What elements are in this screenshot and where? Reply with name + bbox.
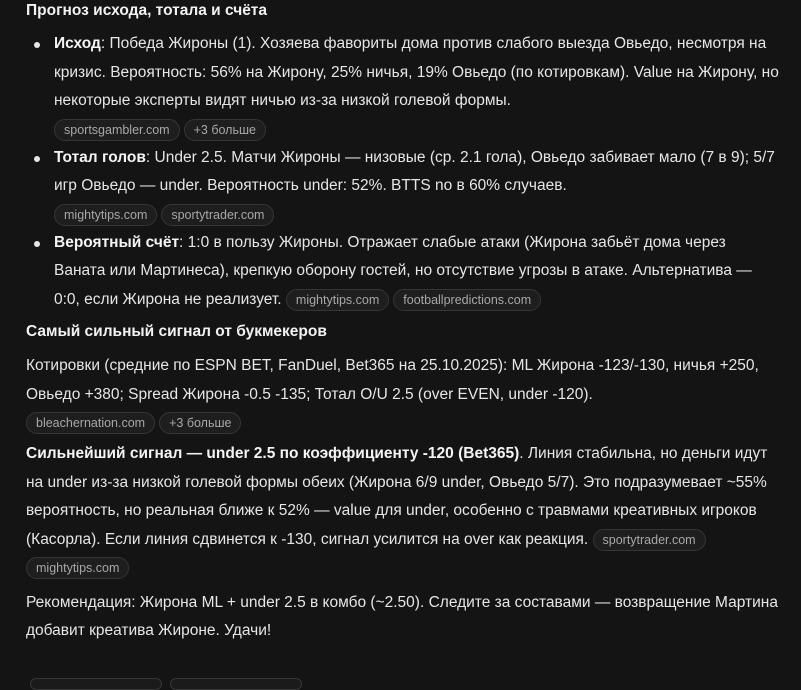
forecast-list bbox=[26, 30, 781, 314]
partial-chip[interactable] bbox=[170, 678, 302, 690]
source-chip[interactable]: sportytrader.com bbox=[161, 204, 274, 226]
partial-chip-row bbox=[30, 678, 302, 690]
source-chip[interactable]: sportsgambler.com bbox=[54, 119, 180, 141]
bullet-icon bbox=[34, 156, 40, 162]
section-heading-forecast: Прогноз исхода, тотала и счёта bbox=[26, 2, 268, 19]
source-chips bbox=[26, 412, 781, 434]
source-chips bbox=[54, 119, 781, 141]
more-sources-chip[interactable]: +3 больше bbox=[184, 119, 266, 141]
odds-paragraph bbox=[26, 352, 781, 434]
source-chips bbox=[286, 291, 545, 308]
source-chip[interactable]: mightytips.com bbox=[286, 289, 389, 311]
item-text: : Under 2.5. Матчи Жироны — низовые (ср. 2.1 гола), Овьедо забивает мало (7 в 9); 5/7 игр Овьедо — under. Вероятность under: 52%. BTTS no в 60% случаев. bbox=[54, 148, 775, 195]
source-chip[interactable]: sportytrader.com bbox=[593, 529, 706, 551]
signal-bold-text: Сильнейший сигнал — under 2.5 по коэффициенту -120 (Bet365) bbox=[26, 445, 520, 463]
list-item-outcome bbox=[26, 30, 781, 141]
partial-chip[interactable] bbox=[30, 678, 162, 690]
item-label: Исход bbox=[54, 35, 101, 52]
item-label: Вероятный счёт bbox=[54, 233, 180, 251]
source-chips bbox=[54, 204, 781, 226]
item-label: Тотал голов bbox=[54, 148, 146, 166]
list-item-likely-score bbox=[26, 229, 781, 315]
source-chip[interactable]: footballpredictions.com bbox=[393, 289, 541, 311]
signal-text: . Линия стабильна, но деньги идут на under из-за низкой голевой формы обеих (Жирона 6/9 under, Овьедо 5/7). Это подразумевает ~55% вероятность, но реальная ближе к 52% — value для under, особенно с травмами креативных игроков (Касорла). Если линия сдвинется к -130, сигнал усилится на over как реакция. bbox=[26, 445, 768, 548]
more-sources-chip[interactable]: +3 больше bbox=[159, 412, 241, 434]
source-chip[interactable]: mightytips.com bbox=[54, 204, 157, 226]
recommendation-paragraph: Рекомендация: Жирона ML + under 2.5 в комбо (~2.50). Следите за составами — возвращение Мартина добавит креатива Жироне. Удачи! bbox=[26, 593, 778, 640]
item-text: : Победа Жироны (1). Хозяева фавориты дома против слабого выезда Овьедо, несмотря на кризис. Вероятность: 56% на Жирону, 25% ничья, 19% Овьедо (по котировкам). Value на Жирону, но некоторые эксперты видят ничью из-за низкой голевой формы. bbox=[54, 35, 779, 109]
source-chip[interactable]: bleachernation.com bbox=[26, 412, 155, 434]
item-text: : 1:0 в пользу Жироны. Отражает слабые атаки (Жирона забьёт дома через Ваната или Мартинеса), крепкую оборону гостей, но отсутствие угрозы в атаке. Альтернатива — 0:0, если Жирона не реализует. bbox=[54, 233, 752, 308]
list-item-total-goals bbox=[26, 144, 781, 226]
signal-paragraph bbox=[26, 440, 781, 583]
bullet-icon bbox=[34, 241, 40, 247]
bullet-icon bbox=[34, 42, 40, 48]
odds-text: Котировки (средние по ESPN BET, FanDuel, Bet365 на 25.10.2025): ML Жирона -123/-130, ничья +250, Овьедо +380; Spread Жирона -0.5 -135; Тотал O/U 2.5 (over EVEN, under -120). bbox=[26, 357, 759, 403]
section-heading-bookmaker-signal: Самый сильный сигнал от букмекеров bbox=[26, 323, 327, 341]
source-chip[interactable]: mightytips.com bbox=[26, 557, 129, 579]
